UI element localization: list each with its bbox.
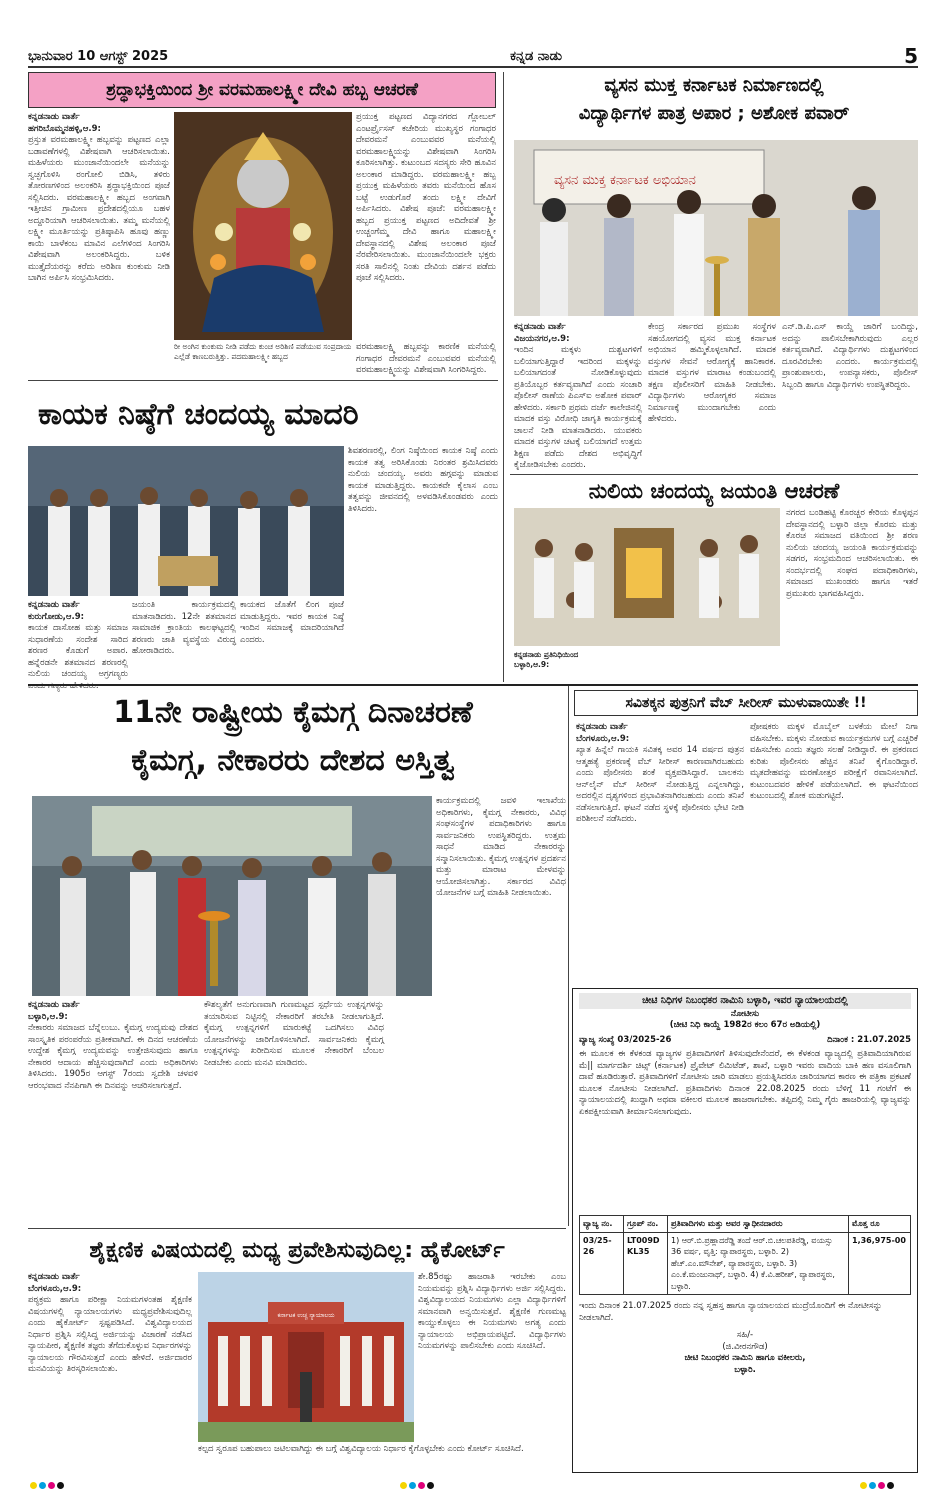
- page-number: 5: [904, 44, 918, 68]
- story7-column-2: ಶೇ.85ರಷ್ಟು ಹಾಜರಾತಿ ಇರಬೇಕು ಎಂಬ ನಿಯಮವನ್ನು ಪ್ರಶ್ನಿಸಿ ವಿದ್ಯಾರ್ಥಿಗಳು ಅರ್ಜಿ ಸಲ್ಲಿಸಿದ್ದರು. ವಿಶ್ವವಿದ್ಯಾಲಯದ ನಿಯಮಗಳು ಎಲ್ಲಾ ವಿದ್ಯಾರ್ಥಿಗಳಿಗೆ ಸಮಾನವಾಗಿ ಅನ್ವಯಿಸುತ್ತವೆ. ಶೈಕ್ಷಣಿಕ ಗುಣಮಟ್ಟ ಕಾಯ್ದುಕೊಳ್ಳಲು ಈ ನಿಯಮಗಳು ಅಗತ್ಯ ಎಂದು ನ್ಯಾಯಾಲಯ ಅಭಿಪ್ರಾಯಪಟ್ಟಿದೆ. ವಿದ್ಯಾರ್ಥಿಗಳು ನಿಯಮಗಳನ್ನು ಪಾಲಿಸಬೇಕು ಎಂದು ಸೂಚಿಸಿದೆ.: [418, 1272, 566, 1351]
- story5-event-photo: [32, 796, 432, 996]
- notice-th-parties: ಪ್ರತಿವಾದಿಗಳು ಮತ್ತು ಅವರ ಸ್ವಾಧೀನದಾರರು: [668, 1216, 849, 1233]
- story6-headline: ಸವಿತಕ್ಕನ ಪುತ್ರನಿಗೆ ವೆಬ್ ಸೀರೀಸ್ ಮುಳುವಾಯಿತೇ !!: [574, 690, 918, 716]
- story3-dateline: ಕುರುಗೋಡು,ಆ.9:: [28, 611, 85, 622]
- story4-headline: ನುಲಿಯ ಚಂದಯ್ಯ ಜಯಂತಿ ಆಚರಣೆ: [588, 478, 840, 503]
- story2-column-2: ಕೇಂದ್ರ ಸರ್ಕಾರದ ಪ್ರಮುಖ ಸಂಸ್ಥೆಗಳ ಸಹಯೋಗದಲ್ಲಿ ವ್ಯಸನ ಮುಕ್ತ ಕರ್ನಾಟಕ ಅಭಿಯಾನ ಹಮ್ಮಿಕೊಳ್ಳಲಾಗಿದೆ. ಮಾದಕ ವಸ್ತುಗಳ ಸೇವನೆ ಆರೋಗ್ಯಕ್ಕೆ ಹಾನಿಕಾರಕ. ಮಾದಕ ವಸ್ತುಗಳ ಮಾರಾಟ ಕಂಡುಬಂದಲ್ಲಿ ತಕ್ಷಣ ಪೊಲೀಸರಿಗೆ ಮಾಹಿತಿ ನೀಡಬೇಕು. ವಿದ್ಯಾರ್ಥಿಗಳು ಆರೋಗ್ಯಕರ ಸಮಾಜ ನಿರ್ಮಾಣಕ್ಕೆ ಮುಂದಾಗಬೇಕು ಎಂದು ಹೇಳಿದರು.: [648, 322, 776, 424]
- story7-column-2-end: ಕಲ್ಪದ ಸ್ವರೂಪ ಬಹುಪಾಲು ಜಟಿಲವಾಗಿದ್ದು ಈ ಬಗ್ಗೆ ವಿಶ್ವವಿದ್ಯಾಲಯ ನಿರ್ಧಾರ ಕೈಗೊಳ್ಳಬೇಕು ಎಂದು ಕೋರ್ಟ್ ಸೂಚಿಸಿದೆ.: [198, 1444, 524, 1454]
- notice-table: [579, 1215, 911, 1295]
- column-divider: [568, 686, 569, 1226]
- notice-cell-amount: 1,36,975-00: [849, 1232, 911, 1295]
- story1-column-2: ಪ್ರಯುಕ್ತ ಪಟ್ಟಣದ ವಿದ್ಯಾನಗರದ ಗ್ಲೋಬಲ್ ಎಂಟರ್ಪ್ರೈಸಸ್ ಕಚೇರಿಯ ಮುಖ್ಯಸ್ಥರ ಗಂಗಾಧರ ದೇವರಮನೆ ಎಂಬುವವರ ಮನೆಯಲ್ಲಿ ವರಮಹಾಲಕ್ಷ್ಮಿಯನ್ನು ವಿಶೇಷವಾಗಿ ಸಿಂಗರಿಸಿ ಕೂರಿಸಲಾಗಿತ್ತು. ಕುಟುಂಬದ ಸದಸ್ಯರು ಸೇರಿ ಹೂವಿನ ಅಲಂಕಾರ ಮಾಡಿದ್ದರು. ವರಮಹಾಲಕ್ಷ್ಮೀ ಹಬ್ಬ ಪ್ರಯುಕ್ತ ಮಹಿಳೆಯರು ತವರು ಮನೆಯಿಂದ ಹೊಸ ಬಟ್ಟೆ ಉಡುಗೊರೆ ತಂದು ಲಕ್ಷ್ಮೀ ದೇವಿಗೆ ಅರ್ಪಿಸಿದರು. ವಿಶೇಷ ಪೂಜೆ: ವರಮಹಾಲಕ್ಷ್ಮೀ ಹಬ್ಬದ ಪ್ರಯುಕ್ತ ಪಟ್ಟಣದ ಅದಿದೇವತೆ ಶ್ರೀ ಉಚ್ಚಂಗೆಮ್ಮ ದೇವಿ ಹಾಗೂ ಮಹಾಲಕ್ಷ್ಮೀ ದೇವಸ್ಥಾನದಲ್ಲಿ ವಿಶೇಷ ಅಲಂಕಾರ ಪೂಜೆ ನೆರವೇರಿಸಲಾಯಿತು. ಮುಂಜಾನೆಯಿಂದಲೇ ಭಕ್ತರು ಸರತಿ ಸಾಲಿನಲ್ಲಿ ನಿಂತು ದೇವಿಯ ದರ್ಶನ ಪಡೆದು ಪೂಜೆ ಸಲ್ಲಿಸಿದರು.: [356, 112, 496, 283]
- notice-case-number: ವ್ಯಾಜ್ಯ ಸಂಖ್ಯೆ 03/2025-26: [579, 1034, 672, 1045]
- story1-column-2-end: ವರಮಹಾಲಕ್ಷ್ಮಿ ಹಬ್ಬವನ್ನು ಕಾರಣಿಕ ಮನೆಯಲ್ಲಿ ಗಂಗಾಧರ ದೇವರಮನೆ ಎಂಬುವವರ ಮನೆಯಲ್ಲಿ ವರಮಹಾಲಕ್ಷ್ಮಿಯನ್ನು ವಿಶೇಷವಾಗಿ ಸಿಂಗರಿಸಿದ್ದರು.: [356, 342, 496, 375]
- notice-table-header: [580, 1216, 911, 1233]
- story7-column-1: [28, 1272, 192, 1472]
- story5-column-1: [28, 1000, 198, 1222]
- story4-body: ನಗರದ ಬಂಡಿಹಟ್ಟಿ ಕೊರಚ್ಚರ ಕೇರಿಯ ಕೊಳ್ಳಪ್ಪನ ದೇವಸ್ಥಾನದಲ್ಲಿ ಬಳ್ಳಾರಿ ಜಿಲ್ಲಾ ಕೊರಮ ಮತ್ತು ಕೊರಚ ಸಮಾಜದ ವತಿಯಿಂದ ಶ್ರೀ ಶರಣ ನುಲಿಯ ಚಂದಯ್ಯ ಜಯಂತಿ ಕಾರ್ಯಕ್ರಮವನ್ನು ಸಡಗರ, ಸಂಭ್ರಮದಿಂದ ಆಚರಿಸಲಾಯಿತು. ಈ ಸಂದರ್ಭದಲ್ಲಿ ಸಂಘದ ಪದಾಧಿಕಾರಿಗಳು, ಸಮಾಜದ ಮುಖಂಡರು ಹಾಗೂ ಇತರೆ ಪ್ರಮುಖರು ಭಾಗವಹಿಸಿದ್ದರು.: [786, 508, 918, 599]
- story5-headline-line2: ಕೈಮಗ್ಗ, ನೇಕಾರರು ದೇಶದ ಅಸ್ತಿತ್ವ: [131, 742, 455, 778]
- stage-lamp-illustration: [32, 796, 432, 996]
- notice-closing: ಇಂದು ದಿನಾಂಕ 21.07.2025 ರಂದು ನನ್ನ ಸ್ವಹಸ್ತ ಹಾಗೂ ನ್ಯಾಯಾಲಯದ ಮುದ್ರೆಯೊಂದಿಗೆ ಈ ನೋಟೀಸನ್ನು ನೀಡಲಾಗಿದೆ.: [579, 1301, 883, 1323]
- section-divider: [28, 1228, 566, 1229]
- notice-subtitle: ನೋಟೀಸು: [730, 1008, 760, 1019]
- story4-dateline-block: [514, 650, 780, 678]
- story7-headline: ಶೈಕ್ಷಣಿಕ ವಿಷಯದಲ್ಲಿ ಮಧ್ಯ ಪ್ರವೇಶಿಸುವುದಿಲ್ಲ: ಹೈಕೋರ್ಟ್: [89, 1237, 505, 1263]
- story1-byline: ಕನ್ನಡನಾಡು ವಾರ್ತೆ: [28, 112, 80, 122]
- table-row: [580, 1232, 911, 1295]
- goddess-idol-illustration: [174, 112, 352, 340]
- legal-notice: [572, 988, 918, 1473]
- story4-dateline: ಬಳ್ಳಾರಿ,ಆ.9:: [514, 660, 550, 669]
- story1-body-1: ಪ್ರಸ್ತುತ ವರಮಹಾಲಕ್ಷ್ಮೀ ಹಬ್ಬವನ್ನು ಪಟ್ಟಣದ ಎಲ್ಲಾ ಬಡಾವಣೆಗಳಲ್ಲಿ ವಿಶೇಷವಾಗಿ ಆಚರಿಸಲಾಯಿತು. ಮಹಿಳೆಯರು ಮುಂಜಾನೆಯಿಂದಲೇ ಮನೆಯನ್ನು ಸ್ವಚ್ಛಗೊಳಿಸಿ ರಂಗೋಲಿ ಬಿಡಿಸಿ, ತಳಿರು ತೋರಣಗಳಿಂದ ಅಲಂಕರಿಸಿ ಶ್ರದ್ಧಾಭಕ್ತಿಯಿಂದ ಪೂಜೆ ಸಲ್ಲಿಸಿದರು. ವರಮಹಾಲಕ್ಷ್ಮೀ ಹಬ್ಬದ ಅಂಗವಾಗಿ ಇತ್ತೀಚಿನ ಗ್ರಾಮೀಣ ಪ್ರದೇಶದಲ್ಲಿಯೂ ಬಹಳ ಅದ್ದೂರಿಯಾಗಿ ಆಚರಿಸಲಾಯಿತು. ತಮ್ಮ ಮನೆಯಲ್ಲಿ ಲಕ್ಷ್ಮೀ ಮೂರ್ತಿಯನ್ನು ಪ್ರತಿಷ್ಠಾಪಿಸಿ ಹೂವು ಹಣ್ಣು ಕಾಯಿ ಬಾಳೆಕಂಬ ಮಾವಿನ ಎಲೆಗಳಿಂದ ಸಿಂಗರಿಸಿ ವಿಶೇಷವಾಗಿ ಅಲಂಕರಿಸಿದ್ದರು. ಬಳಿಕ ಮುತ್ತೈದೆಯರನ್ನು ಕರೆದು ಅರಿಶಿಣ ಕುಂಕುಮ ನೀಡಿ ಬಾಗಿನ ಅರ್ಪಿಸಿ ಸಂಭ್ರಮಿಸಿದರು.: [28, 135, 170, 283]
- story2-banner-text: ವ್ಯಸನ ಮುಕ್ತ ಕರ್ನಾಟಕ ಅಭಿಯಾನ: [554, 173, 696, 188]
- story7-highcourt-photo: [198, 1272, 414, 1442]
- notice-body: ಈ ಮೂಲಕ ಈ ಕೆಳಕಂಡ ವ್ಯಾಜ್ಯಗಳ ಪ್ರತಿವಾದಿಗಳಿಗೆ ತಿಳಿಸುವುದೇನೆಂದರೆ, ಈ ಕೆಳಕಂಡ ವ್ಯಾಜ್ಯದಲ್ಲಿ ಪ್ರತಿವಾದಿಯಾಗಿರುವ ಮೆ|| ಮಾರ್ಗದರ್ಶಿ ಚಿಟ್ಸ್ (ಕರ್ನಾಟಕ) ಪ್ರೈವೇಟ್ ಲಿಮಿಟೆಡ್, ಶಾಖೆ, ಬಳ್ಳಾರಿ ಇವರು ವಾದಿಯ ಬಾಕಿ ಹಣ ವಸೂಲಿಗಾಗಿ ದಾವೆ ಹೂಡಿರುತ್ತಾರೆ. ಪ್ರತಿವಾದಿಗಳಿಗೆ ನೋಟೀಸು ಜಾರಿ ಮಾಡಲು ಪ್ರಯತ್ನಿಸಿದರೂ ಜಾರಿಯಾಗದ ಕಾರಣ ಈ ಪತ್ರಿಕಾ ಪ್ರಕಟಣೆ ಮೂಲಕ ನೋಟೀಸು ನೀಡಲಾಗಿದೆ. ಪ್ರತಿವಾದಿಗಳು ದಿನಾಂಕ 22.08.2025 ರಂದು ಬೆಳಿಗ್ಗೆ 11 ಗಂಟೆಗೆ ಈ ನ್ಯಾಯಾಲಯದಲ್ಲಿ ಖುದ್ದಾಗಿ ಅಥವಾ ವಕೀಲರ ಮೂಲಕ ಹಾಜರಾಗಬೇಕು. ತಪ್ಪಿದಲ್ಲಿ ನಿಮ್ಮ ಗೈರು ಹಾಜರಿಯಲ್ಲಿ ವ್ಯಾಜ್ಯವನ್ನು ಏಕಪಕ್ಷೀಯವಾಗಿ ತೀರ್ಮಾನಿಸಲಾಗುವುದು.: [579, 1049, 911, 1117]
- story2-byline: ಕನ್ನಡನಾಡು ವಾರ್ತೆ: [514, 322, 566, 332]
- story1-goddess-photo: [174, 112, 352, 340]
- notice-act: (ಚೀಟಿ ನಿಧಿ ಕಾಯ್ದೆ 1982ರ ಕಲಂ 67ರ ಅಡಿಯಲ್ಲಿ): [669, 1020, 821, 1030]
- story7-dateline: ಬೆಂಗಳೂರು,ಆ.9:: [28, 1283, 82, 1294]
- high-court-building-illustration: [198, 1272, 414, 1442]
- masthead: [28, 46, 918, 68]
- issue-date: ಭಾನುವಾರ 10 ಆಗಸ್ಟ್ 2025: [28, 48, 169, 64]
- notice-cell-parties: 1) ಆರ್.ಬಿ.ಪ್ರಹ್ಲಾದರೆಡ್ಡಿ ತಂದೆ ಆರ್.ಬಿ.ಚಲಪತಿರೆಡ್ಡಿ, ವಯಸ್ಸು 36 ವರ್ಷ, ವೃತ್ತಿ: ವ್ಯಾಪಾರಸ್ಥರು, ಬಳ್ಳಾರಿ. 2) ಹೆಚ್.ಎಂ.ಮೌನೇಶ್, ವ್ಯಾಪಾರಸ್ಥರು, ಬಳ್ಳಾರಿ. 3) ಎಂ.ಕೆ.ಮಂಜುನಾಥ್, ಬಳ್ಳಾರಿ. 4) ಕೆ.ವಿ.ಹರೀಶ್, ವ್ಯಾಪಾರಸ್ಥರು, ಬಳ್ಳಾರಿ.: [668, 1232, 849, 1295]
- story6-body-1: ಖ್ಯಾತ ಹಿನ್ನೆಲೆ ಗಾಯಕಿ ಸವಿತಕ್ಕ ಅವರ 14 ವರ್ಷದ ಪುತ್ರನ ಆತ್ಮಹತ್ಯೆ ಪ್ರಕರಣಕ್ಕೆ ವೆಬ್ ಸೀರೀಸ್ ಕಾರಣವಾಗಿರಬಹುದು ಎಂದು ಪೊಲೀಸರು ಶಂಕೆ ವ್ಯಕ್ತಪಡಿಸಿದ್ದಾರೆ. ಬಾಲಕನು ಆನ್‌ಲೈನ್ ವೆಬ್ ಸೀರೀಸ್ ನೋಡುತ್ತಿದ್ದ ಎನ್ನಲಾಗಿದ್ದು, ಅದರಲ್ಲಿನ ದೃಶ್ಯಗಳಿಂದ ಪ್ರಭಾವಿತನಾಗಿರಬಹುದು ಎಂದು ತನಿಖೆ ನಡೆಸಲಾಗುತ್ತಿದೆ. ಘಟನೆ ನಡೆದ ಸ್ಥಳಕ್ಕೆ ಪೊಲೀಸರು ಭೇಟಿ ನೀಡಿ ಪರಿಶೀಲನೆ ನಡೆಸಿದರು.: [576, 745, 744, 824]
- notice-th-amount: ಮೊತ್ತ ರೂ: [849, 1216, 911, 1233]
- story3-column-1: [28, 600, 128, 680]
- story7-body-1: ಪಠ್ಯಕ್ರಮ ಹಾಗೂ ಪರೀಕ್ಷಾ ನಿಯಮಗಳಂತಹ ಶೈಕ್ಷಣಿಕ ವಿಷಯಗಳಲ್ಲಿ ನ್ಯಾಯಾಲಯಗಳು ಮಧ್ಯಪ್ರವೇಶಿಸುವುದಿಲ್ಲ ಎಂದು ಹೈಕೋರ್ಟ್ ಸ್ಪಷ್ಟಪಡಿಸಿದೆ. ವಿಶ್ವವಿದ್ಯಾಲಯದ ನಿರ್ಧಾರ ಪ್ರಶ್ನಿಸಿ ಸಲ್ಲಿಸಿದ್ದ ಅರ್ಜಿಯನ್ನು ವಿಚಾರಣೆ ನಡೆಸಿದ ನ್ಯಾಯಪೀಠ, ಶೈಕ್ಷಣಿಕ ತಜ್ಞರು ತೆಗೆದುಕೊಳ್ಳುವ ನಿರ್ಧಾರಗಳನ್ನು ನ್ಯಾಯಾಲಯ ಗೌರವಿಸುತ್ತದೆ ಎಂದು ಹೇಳಿದೆ. ಅರ್ಜಿದಾರರ ಮನವಿಯನ್ನು ತಿರಸ್ಕರಿಸಲಾಯಿತು.: [28, 1295, 192, 1374]
- lamp-lighting-illustration: [514, 140, 918, 316]
- story3-column-3: ಕಾಯಕದ ಜೊತೆಗೆ ಲಿಂಗ ಪೂಜೆ ಮಾಡುತ್ತಿದ್ದರು. ಇವರ ಕಾಯಕ ನಿಷ್ಠೆ ಇಂದಿನ ಸಮಾಜಕ್ಕೆ ಮಾದರಿಯಾಗಿದೆ ಎಂದರು.: [240, 600, 344, 645]
- story3-byline: ಕನ್ನಡನಾಡು ವಾರ್ತೆ: [28, 600, 80, 610]
- story6-byline: ಕನ್ನಡನಾಡು ವಾರ್ತೆ: [576, 722, 628, 732]
- story3-body-1: ಕಾಯಕ ದಾಸೋಹ ಮತ್ತು ಸಮಾಜ ಸುಧಾರಣೆಯ ಸಂದೇಶ ಸಾರಿದ ಶರಣರ ಕೊಡುಗೆ ಅಪಾರ. ಹನ್ನೆರಡನೇ ಶತಮಾನದ ಶರಣರಲ್ಲಿ ನುಲಿಯ ಚಂದಯ್ಯ ಅಗ್ರಗಣ್ಯರು: [28, 623, 128, 679]
- section-divider: [28, 380, 498, 381]
- notice-case-date: ದಿನಾಂಕ : 21.07.2025: [827, 1034, 911, 1045]
- story7-byline: ಕನ್ನಡನಾಡು ವಾರ್ತೆ: [28, 1272, 80, 1282]
- story4-photo: [514, 508, 780, 646]
- story2-dateline: ವಿಜಯನಗರ,ಆ.9:: [514, 333, 570, 344]
- print-registration-marks-right: [860, 1482, 894, 1489]
- story1-photo-caption: ರೀ ಅಂಗಿನ ಕುಂಕುಮ ನೀಡಿ ಪಡೆದು ಕುಂಚ ಅರಿಶಿಣಿ ಪಡೆಯುವ ಸಂಪ್ರದಾಯ ಎಲ್ಲೆಡೆ ಕಾಣಬರುತ್ತಿತ್ತು. ಪದಮಹಾಲಕ್ಷ್ಮೀ ಹಬ್ಬದ: [174, 342, 352, 361]
- story2-column-3: ಎನ್.ಡಿ.ಪಿ.ಎಸ್ ಕಾಯ್ದೆ ಜಾರಿಗೆ ಬಂದಿದ್ದು, ಅದನ್ನು ಪಾಲಿಸಬೇಕಾಗಿರುವುದು ಎಲ್ಲರ ಕರ್ತವ್ಯವಾಗಿದೆ. ವಿದ್ಯಾರ್ಥಿಗಳು ದುಶ್ಚಟಗಳಿಂದ ದೂರವಿರಬೇಕು ಎಂದರು. ಕಾರ್ಯಕ್ರಮದಲ್ಲಿ ಪ್ರಾಂಶುಪಾಲರು, ಉಪನ್ಯಾಸಕರು, ಪೊಲೀಸ್ ಸಿಬ್ಬಂದಿ ಹಾಗೂ ವಿದ್ಯಾರ್ಥಿಗಳು ಉಪಸ್ಥಿತರಿದ್ದರು.: [782, 322, 918, 390]
- story3-headline: ಕಾಯಕ ನಿಷ್ಠೆಗೆ ಚಂದಯ್ಯ ಮಾದರಿ: [38, 396, 359, 432]
- notice-signatory-title: ಚೀಟಿ ನಿಬಂಧಕರ ನಾಮಿನಿ ಹಾಗೂ ವಕೀಲರು,: [684, 1353, 806, 1363]
- notice-signatory-name: (ಜಿ.ವೀರನಗೌಡ): [722, 1341, 768, 1352]
- story4-byline: ಕನ್ನಡನಾಡು ಪ್ರತಿನಿಧಿಯಿಂದ: [514, 650, 579, 659]
- story2-headline-line2: ವಿದ್ಯಾರ್ಥಿಗಳ ಪಾತ್ರ ಅಪಾರ ; ಅಶೋಕ ಪವಾರ್: [578, 102, 850, 124]
- story6-column-1: [576, 722, 744, 980]
- story1-headline: ಶ್ರದ್ಧಾಭಕ್ತಿಯಿಂದ ಶ್ರೀ ವರಮಹಾಲಕ್ಷ್ಮೀ ದೇವಿ ಹಬ್ಬ ಆಚರಣೆ: [28, 72, 496, 108]
- story6-column-2: ಪೋಷಕರು ಮಕ್ಕಳ ಮೊಬೈಲ್ ಬಳಕೆಯ ಮೇಲೆ ನಿಗಾ ವಹಿಸಬೇಕು. ಮಕ್ಕಳು ನೋಡುವ ಕಾರ್ಯಕ್ರಮಗಳ ಬಗ್ಗೆ ಎಚ್ಚರಿಕೆ ವಹಿಸಬೇಕು ಎಂದು ತಜ್ಞರು ಸಲಹೆ ನೀಡಿದ್ದಾರೆ. ಈ ಪ್ರಕರಣದ ಕುರಿತು ಪೊಲೀಸರು ಹೆಚ್ಚಿನ ತನಿಖೆ ಕೈಗೊಂಡಿದ್ದಾರೆ. ಮೃತದೇಹವನ್ನು ಮರಣೋತ್ತರ ಪರೀಕ್ಷೆಗೆ ರವಾನಿಸಲಾಗಿದೆ. ಕುಟುಂಬದವರ ಹೇಳಿಕೆ ಪಡೆಯಲಾಗಿದೆ. ಈ ಘಟನೆಯಿಂದ ಕುಟುಂಬದಲ್ಲಿ ಶೋಕ ಮಡುಗಟ್ಟಿದೆ.: [750, 722, 918, 801]
- story5-dateline: ಬಳ್ಳಾರಿ,ಆ.9:: [28, 1011, 68, 1022]
- story5-column-2: ಕೌಶಲ್ಯತೆಗೆ ಅನುಗುಣವಾಗಿ ಗುಣಮಟ್ಟದ ಸ್ಪರ್ಧೆಯ ಉತ್ಪನ್ನಗಳನ್ನು ತಯಾರಿಸುವ ನಿಟ್ಟಿನಲ್ಲಿ ನೇಕಾರರಿಗೆ ತರಬೇತಿ ನೀಡಲಾಗುತ್ತಿದೆ. ಕೈಮಗ್ಗ ಉತ್ಪನ್ನಗಳಿಗೆ ಮಾರುಕಟ್ಟೆ ಒದಗಿಸಲು ವಿವಿಧ ಯೋಜನೆಗಳನ್ನು ಜಾರಿಗೊಳಿಸಲಾಗಿದೆ. ಸಾರ್ವಜನಿಕರು ಕೈಮಗ್ಗ ಉತ್ಪನ್ನಗಳನ್ನು ಖರೀದಿಸುವ ಮೂಲಕ ನೇಕಾರರಿಗೆ ಬೆಂಬಲ ನೀಡಬೇಕು ಎಂದು ಮನವಿ ಮಾಡಿದರು.: [204, 1000, 384, 1068]
- paper-name: ಕನ್ನಡ ನಾಡು: [510, 48, 563, 64]
- story3-group-photo: [28, 446, 344, 596]
- notice-cell-case: 03/25-26: [580, 1232, 624, 1295]
- story2-body-1: ಇಂದಿನ ಮಕ್ಕಳು ದುಶ್ಚಟಗಳಿಗೆ ಬಲಿಯಾಗುತ್ತಿದ್ದಾರೆ ಇದರಿಂದ ಮಕ್ಕಳನ್ನು ಬಲಿಯಾಗದಂತೆ ನೋಡಿಕೊಳ್ಳುವುದು ಪ್ರತಿಯೊಬ್ಬರ ಕರ್ತವ್ಯವಾಗಿದೆ ಎಂದು ಸಂಚಾರಿ ಪೊಲೀಸ್ ಠಾಣೆಯ ಪಿಎಸ್ಐ ಅಶೋಕ ಪವಾರ್ ಹೇಳಿದರು. ಸರ್ಕಾರಿ ಪ್ರಥಮ ದರ್ಜೆ ಕಾಲೇಜಿನಲ್ಲಿ ಮಾದಕ ವಸ್ತು ವಿರೋಧಿ ಜಾಗೃತಿ ಕಾರ್ಯಕ್ರಮಕ್ಕೆ ಚಾಲನೆ ನೀಡಿ ಮಾತನಾಡಿದರು. ಯುವಕರು ಮಾದಕ ವಸ್ತುಗಳ ಚಟಕ್ಕೆ ಬಲಿಯಾಗದೆ ಉತ್ತಮ ಶಿಕ್ಷಣ ಪಡೆದು ದೇಶದ ಅಭಿವೃದ್ಧಿಗೆ ಕೈಜೋಡಿಸಬೇಕು ಎಂದರು.: [514, 345, 642, 470]
- story1-dateline: ಹಗರಿಬೊಮ್ಮನಹಳ್ಳಿ,ಆ.9:: [28, 123, 101, 134]
- story2-headline-line1: ವ್ಯಸನ ಮುಕ್ತ ಕರ್ನಾಟಕ ನಿರ್ಮಾಣದಲ್ಲಿ: [604, 74, 824, 96]
- notice-case-row: [579, 1035, 911, 1047]
- story3-right-column: ಶಿವಶರಣರಲ್ಲಿ, ಲಿಂಗ ನಿಷ್ಠೆಯಿಂದ ಕಾಯಕ ನಿಷ್ಠೆ ಎಂದು ಕಾಯಕ ತತ್ವ ಅರಿಸಿಕೊಂಡು ನಿರಂತರ ಶ್ರಮಿಸಿದವರು ನುಲಿಯ ಚಂದಯ್ಯ. ಅವರು ಹಗ್ಗವನ್ನು ಮಾಡುವ ಕಾಯಕ ಮಾಡುತ್ತಿದ್ದರು. ಕಾಯಕವೇ ಕೈಲಾಸ ಎಂಬ ತತ್ವವನ್ನು ಜೀವನದಲ್ಲಿ ಅಳವಡಿಸಿಕೊಂಡವರು ಎಂದು ತಿಳಿಸಿದರು.: [348, 446, 498, 514]
- story5-headline-line1: 11ನೇ ರಾಷ್ಟ್ರೀಯ ಕೈಮಗ್ಗ ದಿನಾಚರಣೆ: [113, 694, 473, 730]
- story2-event-photo: [514, 140, 918, 316]
- notice-th-case: ವ್ಯಾಜ್ಯ ನಂ.: [580, 1216, 624, 1233]
- section-divider: [510, 474, 918, 475]
- group-gathering-illustration: [28, 446, 344, 596]
- story5-column-3: ಕಾರ್ಯಕ್ರಮದಲ್ಲಿ ಜವಳಿ ಇಲಾಖೆಯ ಅಧಿಕಾರಿಗಳು, ಕೈಮಗ್ಗ ನೇಕಾರರು, ವಿವಿಧ ಸಂಘಸಂಸ್ಥೆಗಳ ಪದಾಧಿಕಾರಿಗಳು ಹಾಗೂ ಸಾರ್ವಜನಿಕರು ಉಪಸ್ಥಿತರಿದ್ದರು. ಉತ್ತಮ ಸಾಧನೆ ಮಾಡಿದ ನೇಕಾರರನ್ನು ಸನ್ಮಾನಿಸಲಾಯಿತು. ಕೈಮಗ್ಗ ಉತ್ಪನ್ನಗಳ ಪ್ರದರ್ಶನ ಮತ್ತು ಮಾರಾಟ ಮೇಳವನ್ನು ಆಯೋಜಿಸಲಾಗಿತ್ತು. ಸರ್ಕಾರದ ವಿವಿಧ ಯೋಜನೆಗಳ ಬಗ್ಗೆ ಮಾಹಿತಿ ನೀಡಲಾಯಿತು.: [436, 796, 566, 898]
- print-registration-marks-left: [30, 1482, 64, 1489]
- print-registration-marks-center: [400, 1482, 434, 1489]
- story7-building-sign: ಕರ್ನಾಟಕ ಉಚ್ಚ ನ್ಯಾಯಾಲಯ: [277, 1312, 335, 1319]
- notice-th-group: ಗ್ರೂಪ್ ನಂ.: [624, 1216, 668, 1233]
- story3-column-2: ಜಯಂತಿ ಕಾರ್ಯಕ್ರಮದಲ್ಲಿ ಮಾತನಾಡಿದರು. 12ನೇ ಶತಮಾನದ ಸಾಮಾಜಿಕ ಕ್ರಾಂತಿಯ ಕಾಲಘಟ್ಟದಲ್ಲಿ ಶರಣರು ಜಾತಿ ವ್ಯವಸ್ಥೆಯ ವಿರುದ್ಧ ಹೋರಾಡಿದರು.: [132, 600, 236, 656]
- notice-cell-group: LT009D KL35: [624, 1232, 668, 1295]
- story5-byline: ಕನ್ನಡನಾಡು ವಾರ್ತೆ: [28, 1000, 80, 1010]
- story6-dateline: ಬೆಂಗಳೂರು,ಆ.9:: [576, 733, 630, 744]
- temple-gathering-illustration: [514, 508, 780, 646]
- notice-title: ಚೀಟಿ ನಿಧಿಗಳ ನಿಬಂಧಕರ ನಾಮಿನಿ ಬಳ್ಳಾರಿ, ಇವರ ನ್ಯಾಯಾಲಯದಲ್ಲಿ: [579, 993, 911, 1009]
- section-divider: [28, 684, 918, 686]
- story5-body-1: ನೇಕಾರರು ಸಮಾಜದ ಬೆನ್ನೆಲುಬು. ಕೈಮಗ್ಗ ಉದ್ಯಮವು ದೇಶದ ಸಾಂಸ್ಕೃತಿಕ ಪರಂಪರೆಯ ಪ್ರತೀಕವಾಗಿದೆ. ಈ ದಿನದ ಆಚರಣೆಯ ಉದ್ದೇಶ ಕೈಮಗ್ಗ ಉದ್ಯಮವನ್ನು ಉತ್ತೇಜಿಸುವುದು ಹಾಗೂ ನೇಕಾರರ ಆದಾಯ ಹೆಚ್ಚಿಸುವುದಾಗಿದೆ ಎಂದು ಅಧಿಕಾರಿಗಳು ತಿಳಿಸಿದರು. 1905ರ ಆಗಸ್ಟ್ 7ರಂದು ಸ್ವದೇಶಿ ಚಳವಳಿ ಆರಂಭವಾದ ನೆನಪಿಗಾಗಿ ಈ ದಿನವನ್ನು ಆಚರಿಸಲಾಗುತ್ತದೆ.: [28, 1023, 198, 1091]
- notice-sd: ಸಹಿ/-: [736, 1330, 754, 1340]
- notice-signatory-place: ಬಳ್ಳಾರಿ.: [734, 1364, 756, 1375]
- column-divider: [503, 72, 504, 682]
